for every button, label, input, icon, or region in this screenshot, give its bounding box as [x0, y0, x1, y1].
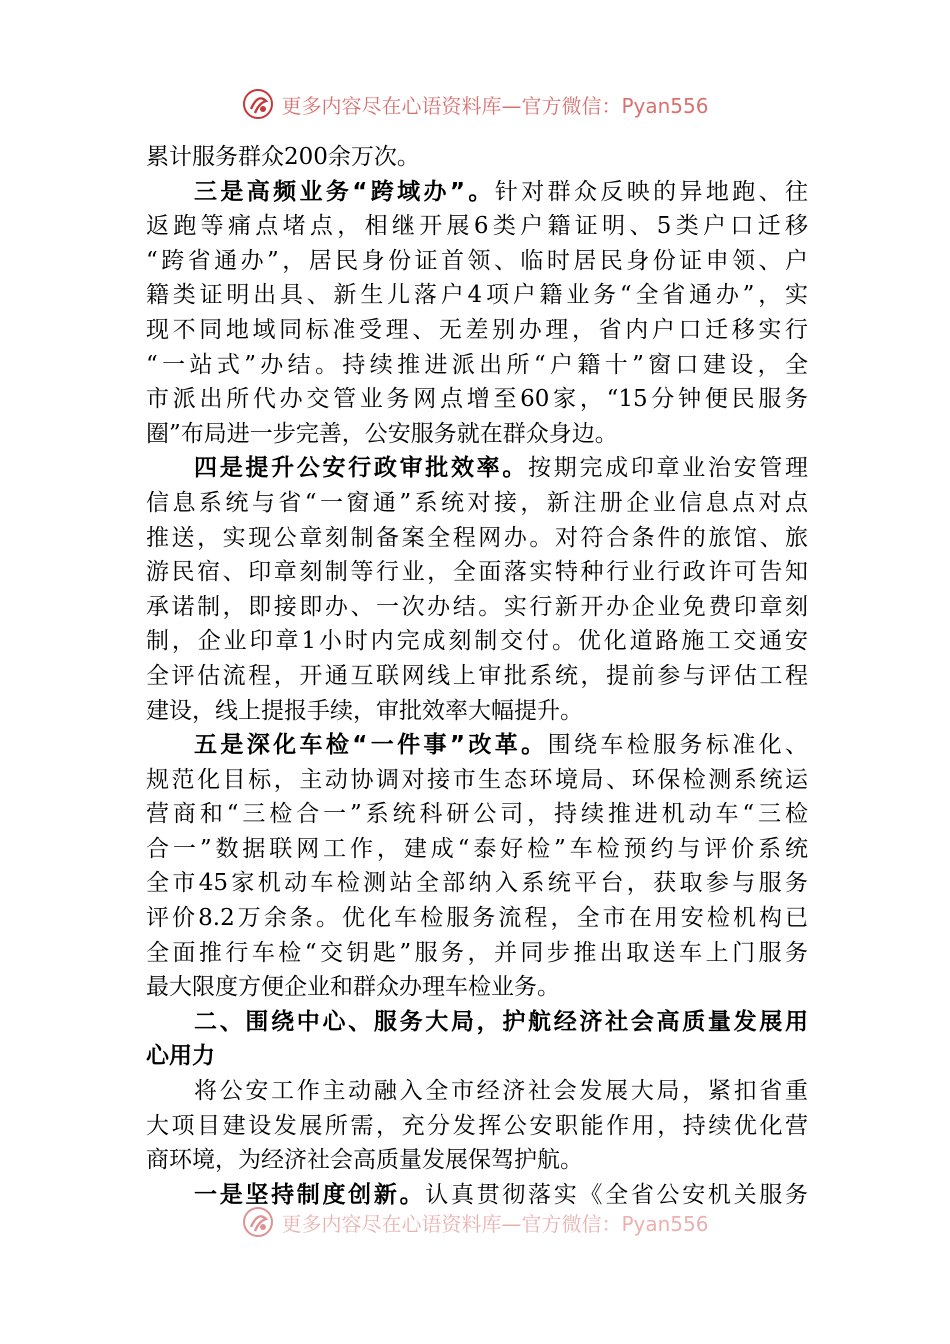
text-line: 心用力 — [146, 1043, 215, 1070]
line-text: 针对群众反映的异地跑、往 — [494, 178, 808, 205]
paragraph-lead: 四是提升公安行政审批效率。 — [194, 455, 529, 482]
text-line: 营商和“三检合一”系统科研公司，持续推进机动车“三检 — [146, 801, 808, 828]
text-line: 籍类证明出具、新生儿落户4项户籍业务“全省通办”，实 — [146, 282, 808, 309]
text-line: 信息系统与省“一窗通”系统对接，新注册企业信息点对点 — [146, 489, 808, 516]
text-line: 将公安工作主动融入全市经济社会发展大局，紧扣省重 — [194, 1078, 808, 1105]
text-line: 推送，实现公章刻制备案全程网办。对符合条件的旅馆、旅 — [146, 524, 808, 551]
text-line: 累计服务群众200余万次。 — [146, 144, 420, 170]
text-line: 市派出所代办交管业务网点增至60家，“15分钟便民服务 — [146, 386, 808, 413]
line-text: 按期完成印章业治安管理 — [528, 455, 808, 482]
paragraph — [146, 175, 808, 452]
watermark-text: 更多内容尽在心语资料库—官方微信：Pyan556 — [281, 1211, 709, 1236]
text-line: 圈”布局进一步完善，公安服务就在群众身边。 — [146, 420, 618, 447]
paragraph — [146, 140, 808, 175]
seal-logo-icon — [241, 1205, 275, 1239]
text-line: 返跑等痛点堵点，相继开展6类户籍证明、5类户口迁移 — [146, 213, 808, 240]
paragraph-lead: 一是坚持制度创新。 — [194, 1181, 426, 1208]
text-line: 承诺制，即接即办、一次办结。实行新开办企业免费印章刻 — [146, 593, 808, 620]
paragraph-lead: 三是高频业务“跨域办”。 — [194, 178, 495, 205]
text-line — [146, 451, 808, 486]
text-line: 全评估流程，开通互联网线上审批系统，提前参与评估工程 — [146, 662, 808, 689]
section-heading — [146, 1005, 808, 1074]
text-line: 建设，线上提报手续，审批效率大幅提升。 — [146, 697, 583, 724]
text-line: 全市45家机动车检测站全部纳入系统平台，获取参与服务 — [146, 870, 808, 897]
text-line: 评价8.2万余条。优化车检服务流程，全市在用安检机构已 — [146, 905, 808, 932]
seal-logo-icon — [241, 87, 275, 121]
text-line: 规范化目标，主动协调对接市生态环境局、环保检测系统运 — [146, 766, 808, 793]
text-line: 制，企业印章1小时内完成刻制交付。优化道路施工交通安 — [146, 628, 808, 655]
text-line: 商环境，为经济社会高质量发展保驾护航。 — [146, 1147, 583, 1174]
paragraph-lead: 五是深化车检“一件事”改革。 — [194, 732, 548, 759]
watermark-text: 更多内容尽在心语资料库—官方微信：Pyan556 — [281, 93, 709, 118]
text-line: 最大限度方便企业和群众办理车检业务。 — [146, 974, 560, 1001]
watermark-footer — [0, 1202, 950, 1242]
text-line — [146, 728, 808, 763]
paragraph — [146, 451, 808, 728]
text-line: 合一”数据联网工作，建成“泰好检”车检预约与评价系统 — [146, 835, 808, 862]
text-line: 二、围绕中心、服务大局，护航经济社会高质量发展用 — [194, 1008, 808, 1035]
paragraph — [146, 728, 808, 1005]
text-line: 大项目建设发展所需，充分发挥公安职能作用，持续优化营 — [146, 1112, 808, 1139]
document-body — [146, 140, 808, 1212]
watermark-header — [0, 84, 950, 124]
text-line — [146, 175, 808, 210]
paragraph — [146, 1074, 808, 1178]
text-line: 现不同地域同标准受理、无差别办理，省内户口迁移实行 — [146, 316, 808, 343]
text-line: “一站式”办结。持续推进派出所“户籍十”窗口建设，全 — [146, 351, 808, 378]
text-line: “跨省通办”，居民身份证首领、临时居民身份证申领、户 — [146, 247, 808, 274]
line-text: 围绕车检服务标准化、 — [547, 732, 808, 759]
text-line: 全面推行车检“交钥匙”服务，并同步推出取送车上门服务 — [146, 939, 808, 966]
line-text: 认真贯彻落实《全省公安机关服务 — [425, 1181, 808, 1208]
text-line: 游民宿、印章刻制等行业，全面落实特种行业行政许可告知 — [146, 559, 808, 586]
